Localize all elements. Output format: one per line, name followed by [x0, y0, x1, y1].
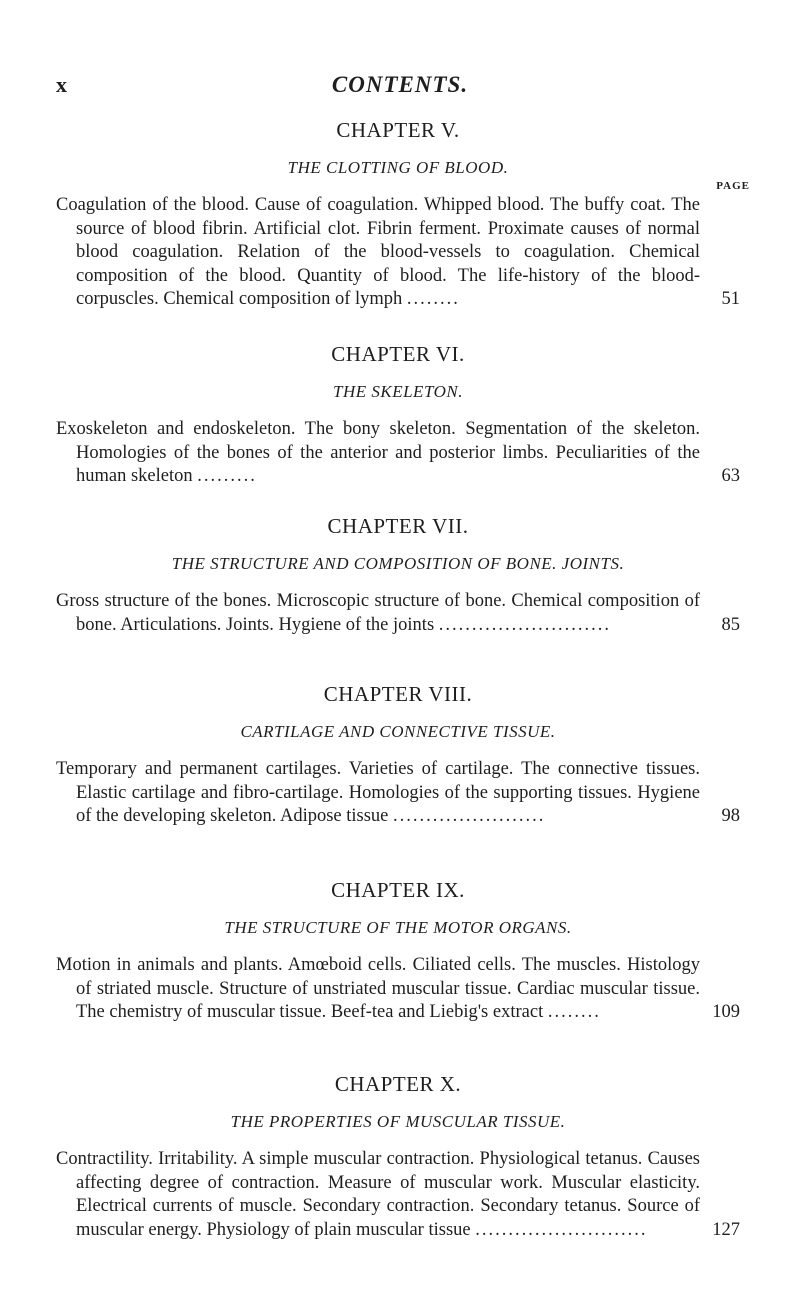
summary-text: Exoskeleton and endoskeleton. The bony skeleton. Segmentation of the skeleton. Homologies of the bones of the anterior and posterior limbs. Peculiarities of the human skeleton — [56, 419, 700, 486]
chapter-label: CHAPTER X. — [334, 1072, 462, 1096]
page-title: CONTENTS. — [331, 72, 469, 97]
summary-text: Coagulation of the blood. Cause of coagulation. Whipped blood. The buffy coat. The source of blood fibrin. Artificial clot. Fibrin ferment. Proximate causes of normal blood coagulation. Relation of the blood-vessels to coagulation. Chemical composition of the blood. Quantity of blood. The life-history of the blood-corpuscles. Chemical composition of lymph — [56, 195, 700, 309]
summary-text: Temporary and permanent cartilages. Varieties of cartilage. The connective tissues. Elastic cartilage and fibro-cartilage. Homologies of the supporting tissues. Hygiene of the developing skeleton. Adipose tissue — [56, 759, 700, 826]
leader-dots: ....................... — [393, 806, 546, 826]
chapter-9 — [56, 878, 740, 1025]
chapter-subtitle: THE SKELETON. — [333, 382, 463, 401]
page-number: 85 — [721, 614, 740, 635]
chapter-10 — [56, 1072, 740, 1242]
chapter-subtitle: CARTILAGE AND CONNECTIVE TISSUE. — [240, 722, 556, 741]
chapter-label: CHAPTER VII. — [327, 514, 469, 538]
chapter-subtitle: THE CLOTTING OF BLOOD. — [287, 158, 509, 177]
chapter-label: CHAPTER IX. — [331, 878, 465, 902]
page-number: 127 — [712, 1219, 740, 1240]
chapter-summary — [56, 1148, 740, 1242]
leader-dots: ........ — [547, 1002, 601, 1022]
summary-text: Gross structure of the bones. Microscopic structure of bone. Chemical composition of bone. Articulations. Joints. Hygiene of the joints — [56, 591, 700, 635]
chapter-label: CHAPTER VIII. — [323, 682, 473, 706]
chapter-subtitle: THE PROPERTIES OF MUSCULAR TISSUE. — [230, 1112, 566, 1131]
chapter-5 — [56, 118, 750, 312]
leader-dots: ........ — [406, 289, 460, 309]
chapter-label: CHAPTER V. — [336, 118, 460, 142]
summary-text: Contractility. Irritability. A simple muscular contraction. Physiological tetanus. Causes affecting degree of contraction. Measure of muscular work. Muscular elasticity. Electrical currents of muscle. Secondary contraction. Secondary tetanus. Source of muscular energy. Physiology of plain muscular tissue — [56, 1149, 700, 1240]
leader-dots: .......................... — [438, 614, 612, 635]
chapter-summary — [56, 194, 740, 312]
folio-number: x — [56, 72, 67, 97]
page-number: 63 — [721, 466, 740, 486]
chapter-subtitle: THE STRUCTURE AND COMPOSITION OF BONE. JOINTS. — [171, 554, 625, 573]
page-number: 51 — [721, 289, 740, 309]
page-number: 109 — [712, 1002, 740, 1022]
leader-dots: .......................... — [475, 1219, 648, 1240]
chapter-label: CHAPTER VI. — [331, 342, 465, 366]
chapter-subtitle: THE STRUCTURE OF THE MOTOR ORGANS. — [224, 918, 572, 937]
chapter-7 — [56, 514, 740, 637]
chapter-summary — [56, 758, 740, 829]
chapter-6 — [56, 342, 740, 489]
summary-text: Motion in animals and plants. Amœboid cells. Ciliated cells. The muscles. Histology of striated muscle. Structure of unstriated muscular tissue. Cardiac muscular tissue. The chemistry of muscular tissue. Beef-tea and Liebig's extract — [56, 955, 700, 1022]
running-head — [0, 72, 800, 102]
page-column-label: PAGE — [716, 180, 750, 192]
page-number: 98 — [721, 806, 740, 826]
chapter-summary — [56, 418, 740, 489]
chapter-summary — [56, 954, 740, 1025]
chapter-summary — [56, 590, 740, 637]
chapter-8 — [56, 682, 740, 829]
leader-dots: ......... — [197, 466, 257, 486]
